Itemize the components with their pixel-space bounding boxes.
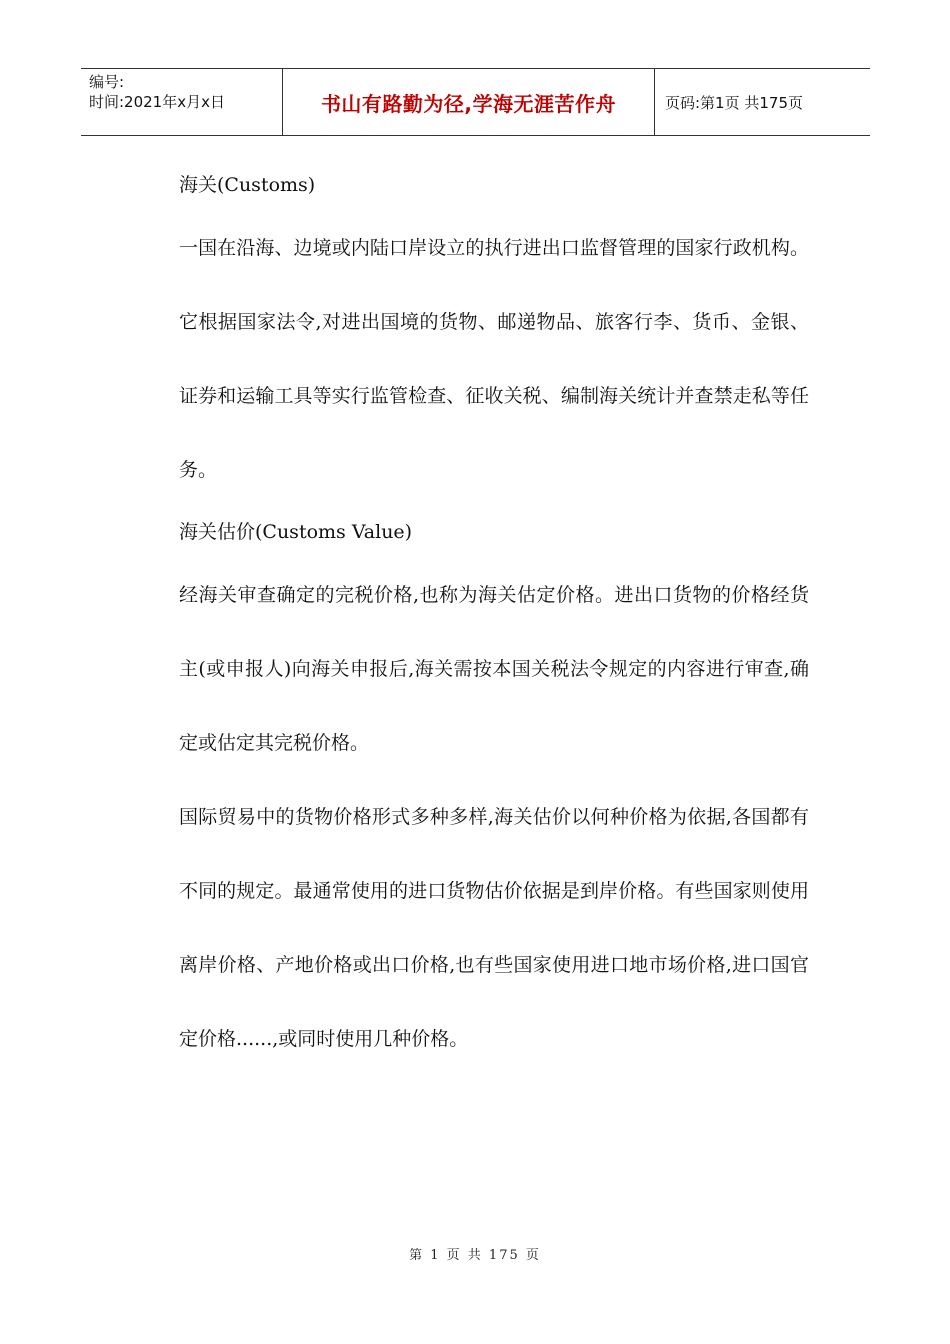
paragraph: 国际贸易中的货物价格形式多种多样,海关估价以何种价格为依据,各国都有不同的规定。最通常使用的进口货物估价依据是到岸价格。有些国家则使用离岸价格、产地价格或出口价格,也有些国家使用进口地市场价格,进口国官定价格......,或同时使用几种价格。: [179, 806, 809, 1050]
section-customs-value: [179, 507, 809, 1076]
header-meta: [81, 69, 282, 135]
section-heading: 海关估价(Customs Value): [179, 521, 413, 543]
document-number-label: 编号:: [89, 73, 125, 91]
section-customs: [179, 160, 809, 507]
page-footer: 第 1 页 共 175 页: [409, 1248, 541, 1263]
document-body: [179, 160, 809, 1076]
section-heading: 海关(Customs): [179, 174, 316, 196]
page-header: [81, 68, 870, 136]
document-date: 时间:2021年x月x日: [89, 93, 225, 111]
header-page-info: 页码:第1页 共175页: [665, 93, 803, 112]
header-motto: 书山有路勤为径,学海无涯苦作舟: [282, 69, 655, 135]
paragraph: 一国在沿海、边境或内陆口岸设立的执行进出口监督管理的国家行政机构。它根据国家法令,对进出国境的货物、邮递物品、旅客行李、货币、金银、证券和运输工具等实行监管检查、征收关税、编制海关统计并查禁走私等任务。: [179, 237, 809, 481]
paragraph: 经海关审查确定的完税价格,也称为海关估定价格。进出口货物的价格经货主(或申报人)向海关申报后,海关需按本国关税法令规定的内容进行审查,确定或估定其完税价格。: [179, 584, 809, 754]
